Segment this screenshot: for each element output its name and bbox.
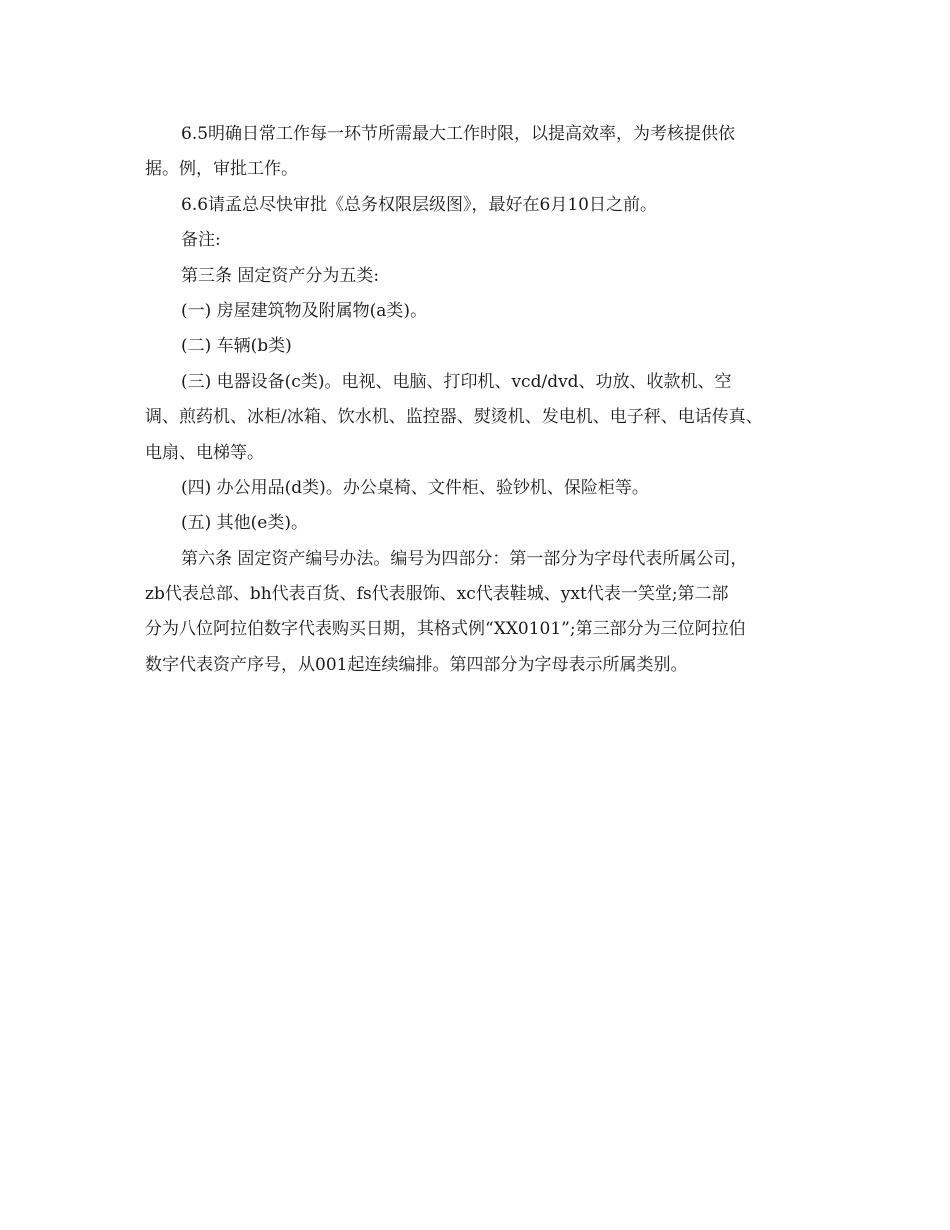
text-line: 6.5明确日常工作每一环节所需最大工作时限，以提高效率，为考核提供依	[181, 124, 736, 144]
list-item: (三) 电器设备(c类)。电视、电脑、打印机、vcd/dvd、功放、收款机、空	[181, 371, 732, 392]
text-line: 电扇、电梯等。	[145, 442, 264, 463]
list-item: (一) 房屋建筑物及附属物(a类)。	[181, 300, 428, 321]
list-item: (二) 车辆(b类)	[181, 336, 292, 357]
list-item: (五) 其他(e类)。	[181, 513, 308, 534]
text-line: 据。例，审批工作。	[145, 159, 298, 180]
section-heading: 第三条 固定资产分为五类:	[181, 265, 380, 286]
document-body	[145, 117, 825, 683]
text-line: 备注:	[181, 230, 221, 251]
text-line: zb代表总部、bh代表百货、fs代表服饰、xc代表鞋城、yxt代表一笑堂;第二部	[145, 584, 729, 605]
text-line: 6.6请孟总尽快审批《总务权限层级图》，最好在6月10日之前。	[181, 194, 657, 215]
section-heading: 第六条 固定资产编号办法。编号为四部分：第一部分为字母代表所属公司，	[181, 548, 748, 569]
text-line: 数字代表资产序号，从001起连续编排。第四部分为字母表示所属类别。	[145, 654, 688, 675]
text-line: 调、煎药机、冰柜/冰箱、饮水机、监控器、熨烫机、发电机、电子秤、电话传真、	[145, 407, 763, 428]
list-item: (四) 办公用品(d类)。办公桌椅、文件柜、验钞机、保险柜等。	[181, 477, 649, 498]
text-line: 分为八位阿拉伯数字代表购买日期，其格式例“XX0101”;第三部分为三位阿拉伯	[145, 619, 746, 640]
